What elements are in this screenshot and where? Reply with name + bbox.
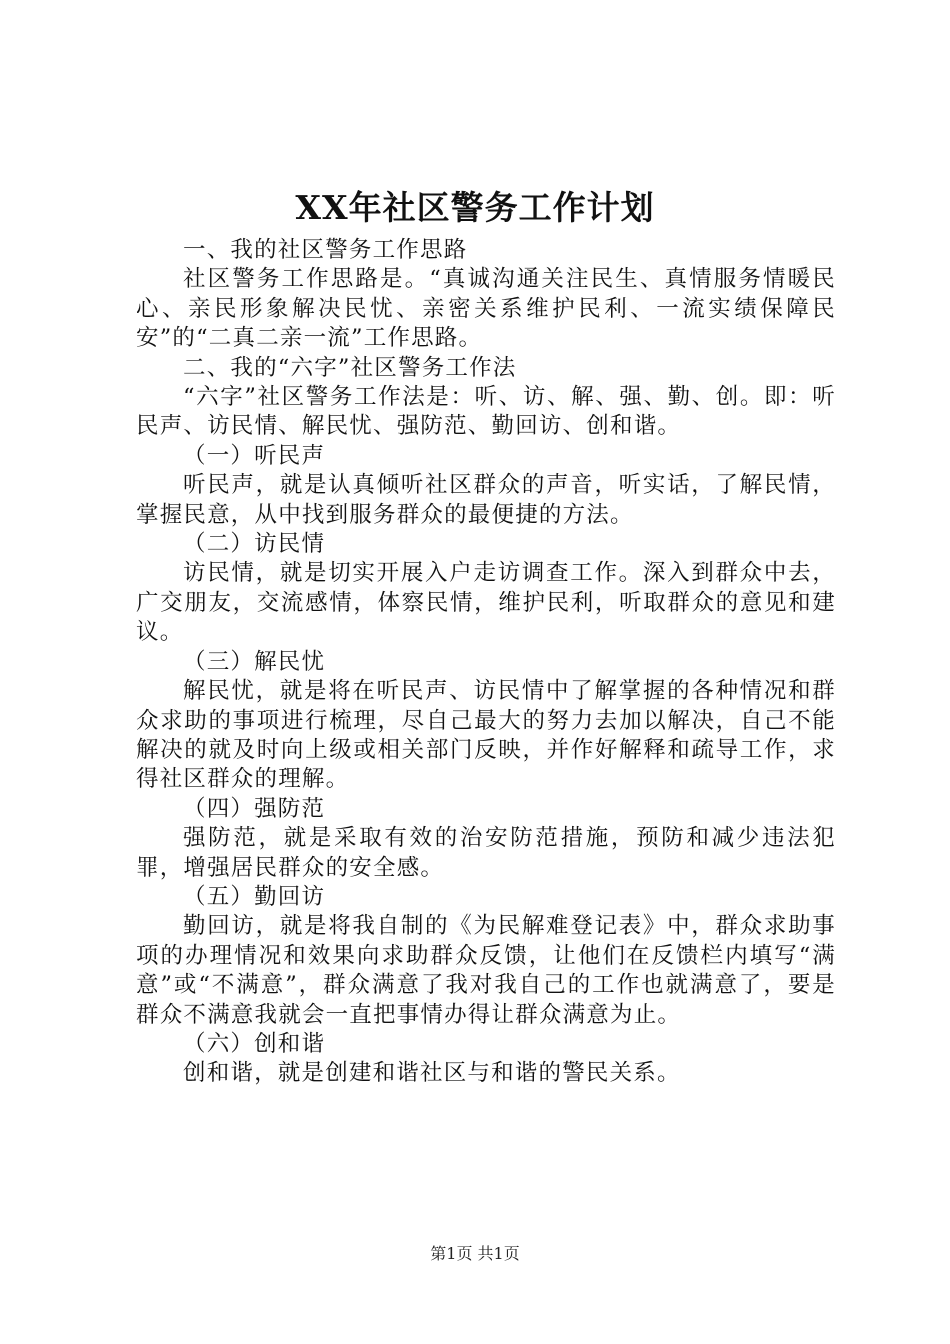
subheading: （二）访民情 [183, 531, 326, 558]
section-heading-2: 二、我的“六字”社区警务工作法 [183, 354, 517, 381]
paragraph: 访民情，就是切实开展入户走访调查工作。深入到群众中去，广交朋友，交流感情，体察民情，维护民利，听取群众的意见和建议。 [136, 560, 836, 646]
subheading: （四）强防范 [183, 795, 326, 822]
section-heading-1: 一、我的社区警务工作思路 [183, 237, 468, 263]
paragraph: 听民声，就是认真倾听社区群众的声音，听实话，了解民情，掌握民意，从中找到服务群众的最便捷的方法。 [136, 472, 836, 528]
document-title: XX年社区警务工作计划 [295, 188, 655, 227]
paragraph: “六字”社区警务工作法是：听、访、解、强、勤、创。即：听民声、访民情、解民忧、强防范、勤回访、创和谐。 [136, 384, 836, 440]
paragraph: 创和谐，就是创建和谐社区与和谐的警民关系。 [183, 1060, 681, 1087]
paragraph: 强防范，就是采取有效的治安防范措施，预防和减少违法犯罪，增强居民群众的安全感。 [136, 825, 836, 881]
subheading: （五）勤回访 [183, 883, 326, 910]
paragraph: 解民忧，就是将在听民声、访民情中了解掌握的各种情况和群众求助的事项进行梳理，尽自己最大的努力去加以解决，自己不能解决的就及时向上级或相关部门反映，并作好解释和疏导工作，求得社区群众的理解。 [136, 678, 836, 793]
paragraph: 勤回访，就是将我自制的《为民解难登记表》中，群众求助事项的办理情况和效果向求助群众反馈，让他们在反馈栏内填写“满意”或“不满意”，群众满意了我对我自己的工作也就满意了，要是群众不满意我就会一直把事情办得让群众满意为止。 [136, 913, 836, 1028]
subheading: （六）创和谐 [183, 1030, 326, 1057]
subheading: （三）解民忧 [183, 648, 326, 675]
page-number-footer: 第1页 共1页 [430, 1244, 520, 1263]
subheading: （一）听民声 [183, 442, 326, 469]
paragraph: 社区警务工作思路是。“真诚沟通关注民生、真情服务情暖民心、亲民形象解决民忧、亲密关系维护民利、一流实绩保障民安”的“二真二亲一流”工作思路。 [136, 266, 836, 352]
document-body [136, 236, 836, 1089]
